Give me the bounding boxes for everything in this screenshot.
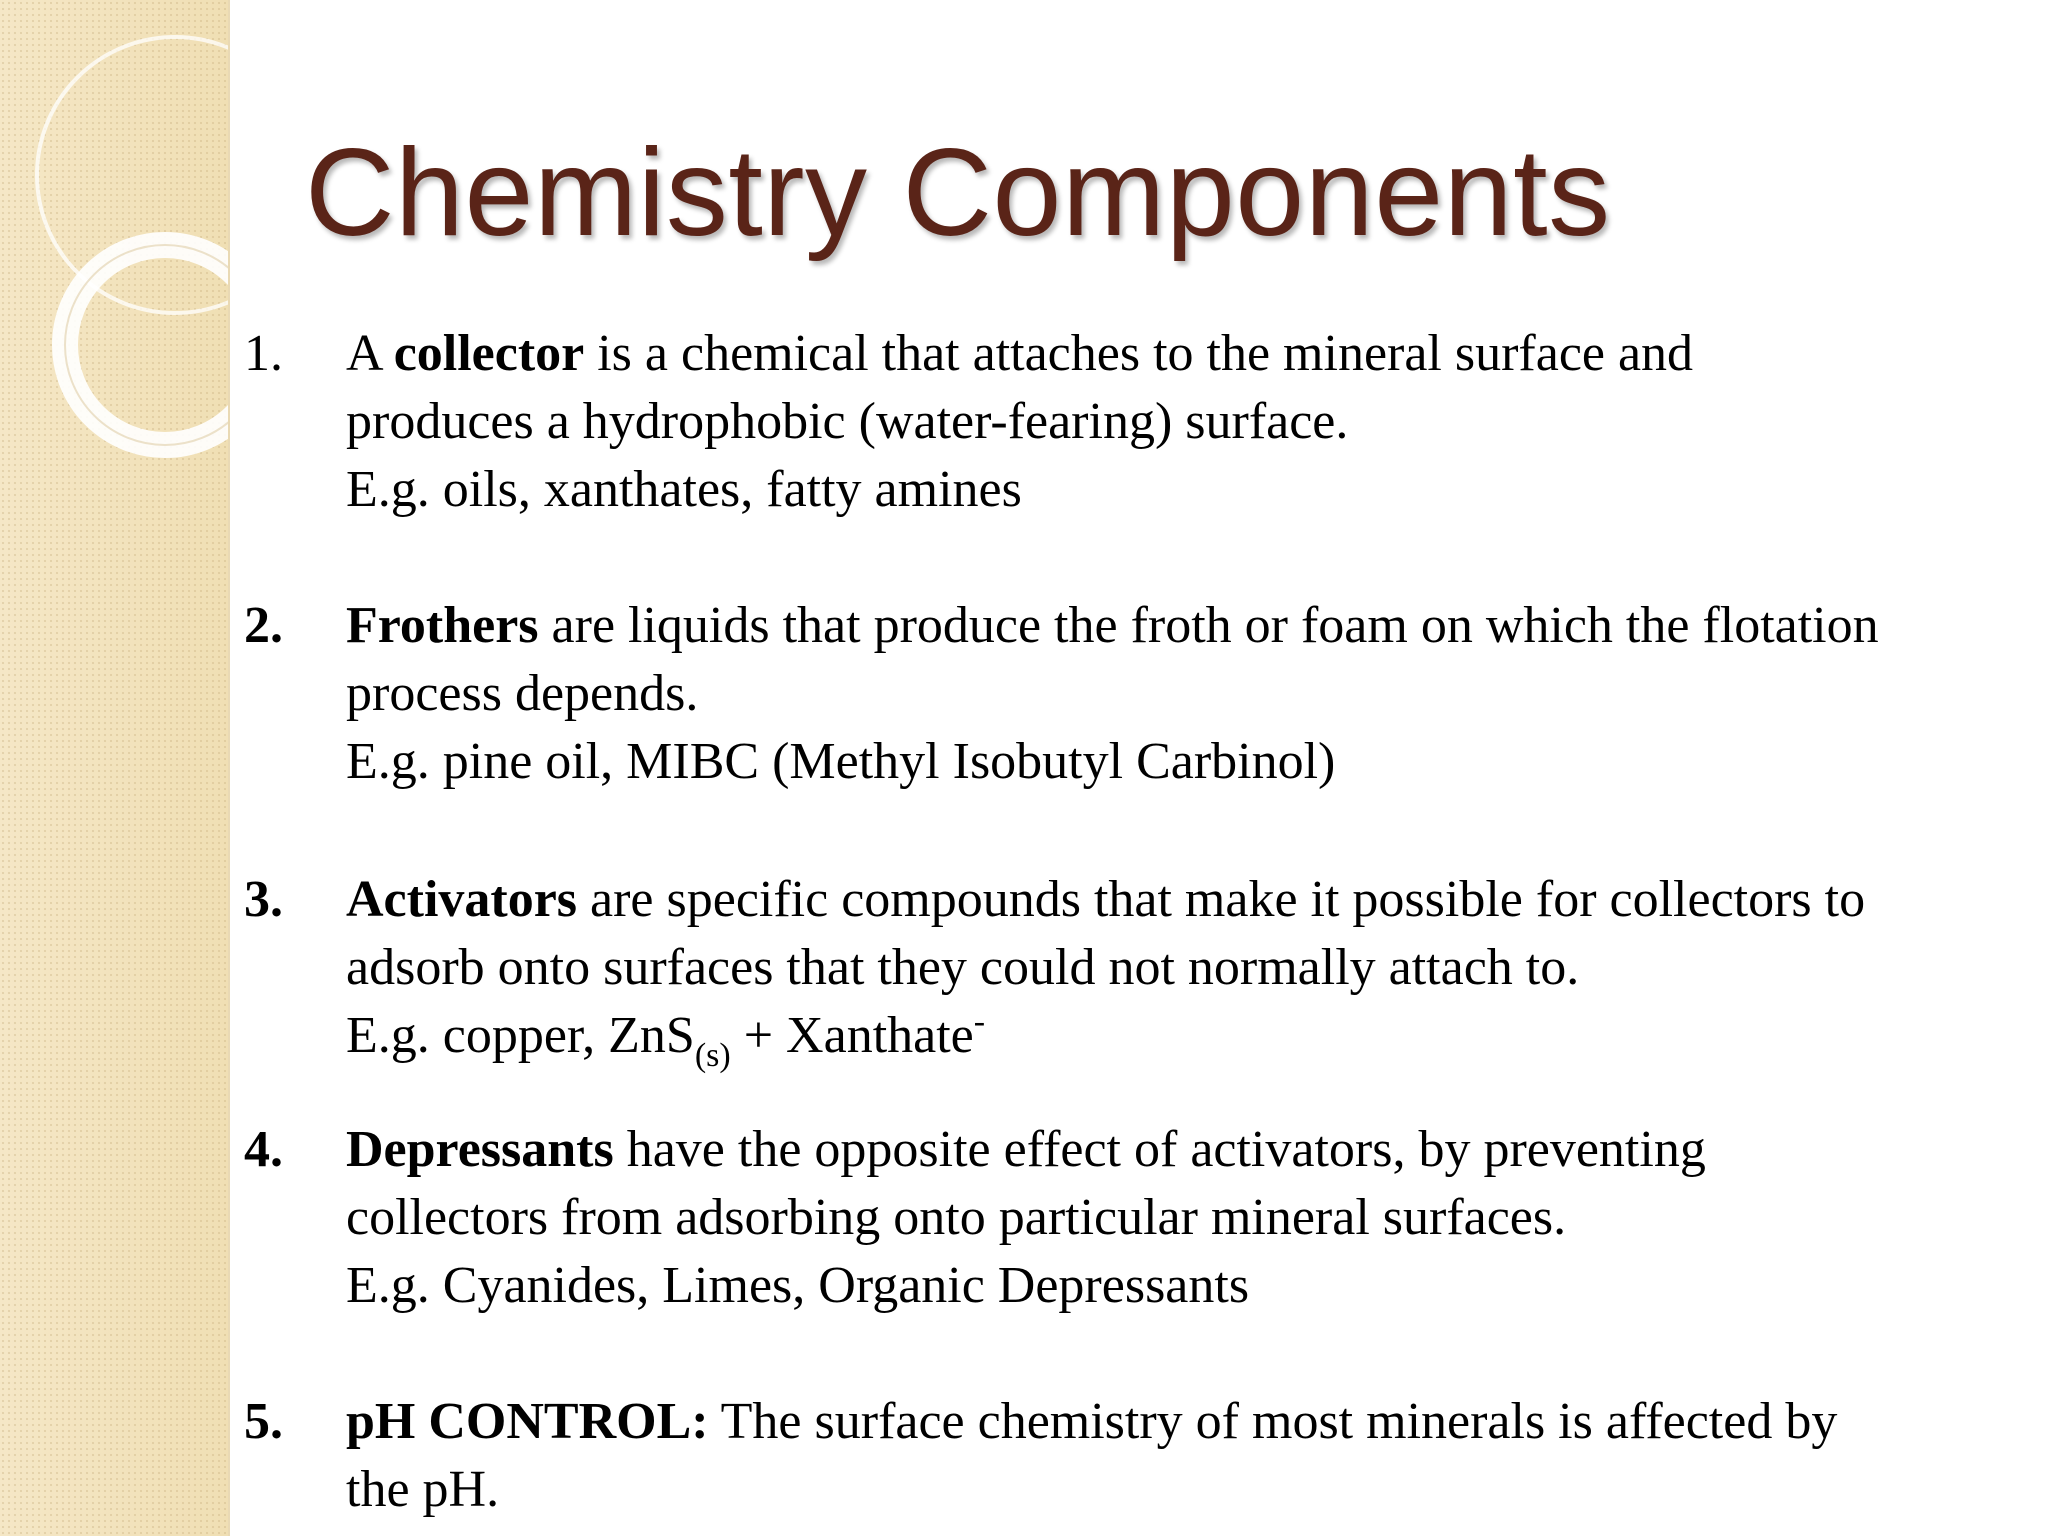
item-text: are specific compounds that make it possible for collectors to — [577, 871, 1866, 928]
item-example: E.g. Cyanides, Limes, Organic Depressants — [346, 1257, 1250, 1314]
item-number: 1. — [244, 325, 283, 382]
slide-title: Chemistry Components — [305, 124, 1611, 262]
item-term: collector — [393, 325, 585, 382]
item-line: process depends. — [346, 665, 699, 722]
item-term: Frothers — [346, 597, 539, 654]
item-line — [346, 1116, 2046, 1184]
item-text: A — [346, 325, 394, 382]
item-number: 5. — [244, 1393, 283, 1450]
item-body — [346, 866, 2046, 1074]
item-body — [346, 320, 2046, 524]
item-example: E.g. pine oil, MIBC (Methyl Isobutyl Carbinol) — [346, 733, 1336, 790]
item-example — [346, 1002, 2046, 1074]
decorative-rings-icon — [0, 0, 228, 520]
decorative-side-band — [0, 0, 230, 1536]
item-number: 3. — [244, 871, 283, 928]
example-text: E.g. copper, ZnS — [346, 1007, 695, 1064]
item-body — [346, 1388, 2046, 1524]
item-line: collectors from adsorbing onto particular mineral surfaces. — [346, 1189, 1567, 1246]
item-line: adsorb onto surfaces that they could not normally attach to. — [346, 939, 1580, 996]
item-line: the pH. — [346, 1461, 500, 1518]
item-number: 2. — [244, 597, 283, 654]
item-text: have the opposite effect of activators, by preventing — [613, 1121, 1706, 1178]
item-term: Depressants — [346, 1121, 614, 1178]
item-number: 4. — [244, 1121, 283, 1178]
item-line — [346, 592, 2046, 660]
item-body — [346, 1116, 2046, 1320]
item-text: are liquids that produce the froth or foam on which the flotation — [538, 597, 1879, 654]
example-text: + Xanthate — [730, 1007, 974, 1064]
item-line — [346, 866, 2046, 934]
item-term: pH CONTROL: — [346, 1393, 709, 1450]
subscript-state: (s) — [694, 1037, 731, 1074]
item-text: The surface chemistry of most minerals is affected by — [708, 1393, 1838, 1450]
superscript-charge: - — [973, 1003, 986, 1040]
item-line — [346, 320, 2046, 388]
item-line — [346, 1388, 2046, 1456]
item-text: is a chemical that attaches to the mineral surface and — [584, 325, 1694, 382]
item-term: Activators — [346, 871, 578, 928]
item-body — [346, 592, 2046, 796]
item-example: E.g. oils, xanthates, fatty amines — [346, 461, 1022, 518]
item-line: produces a hydrophobic (water-fearing) surface. — [346, 393, 1349, 450]
